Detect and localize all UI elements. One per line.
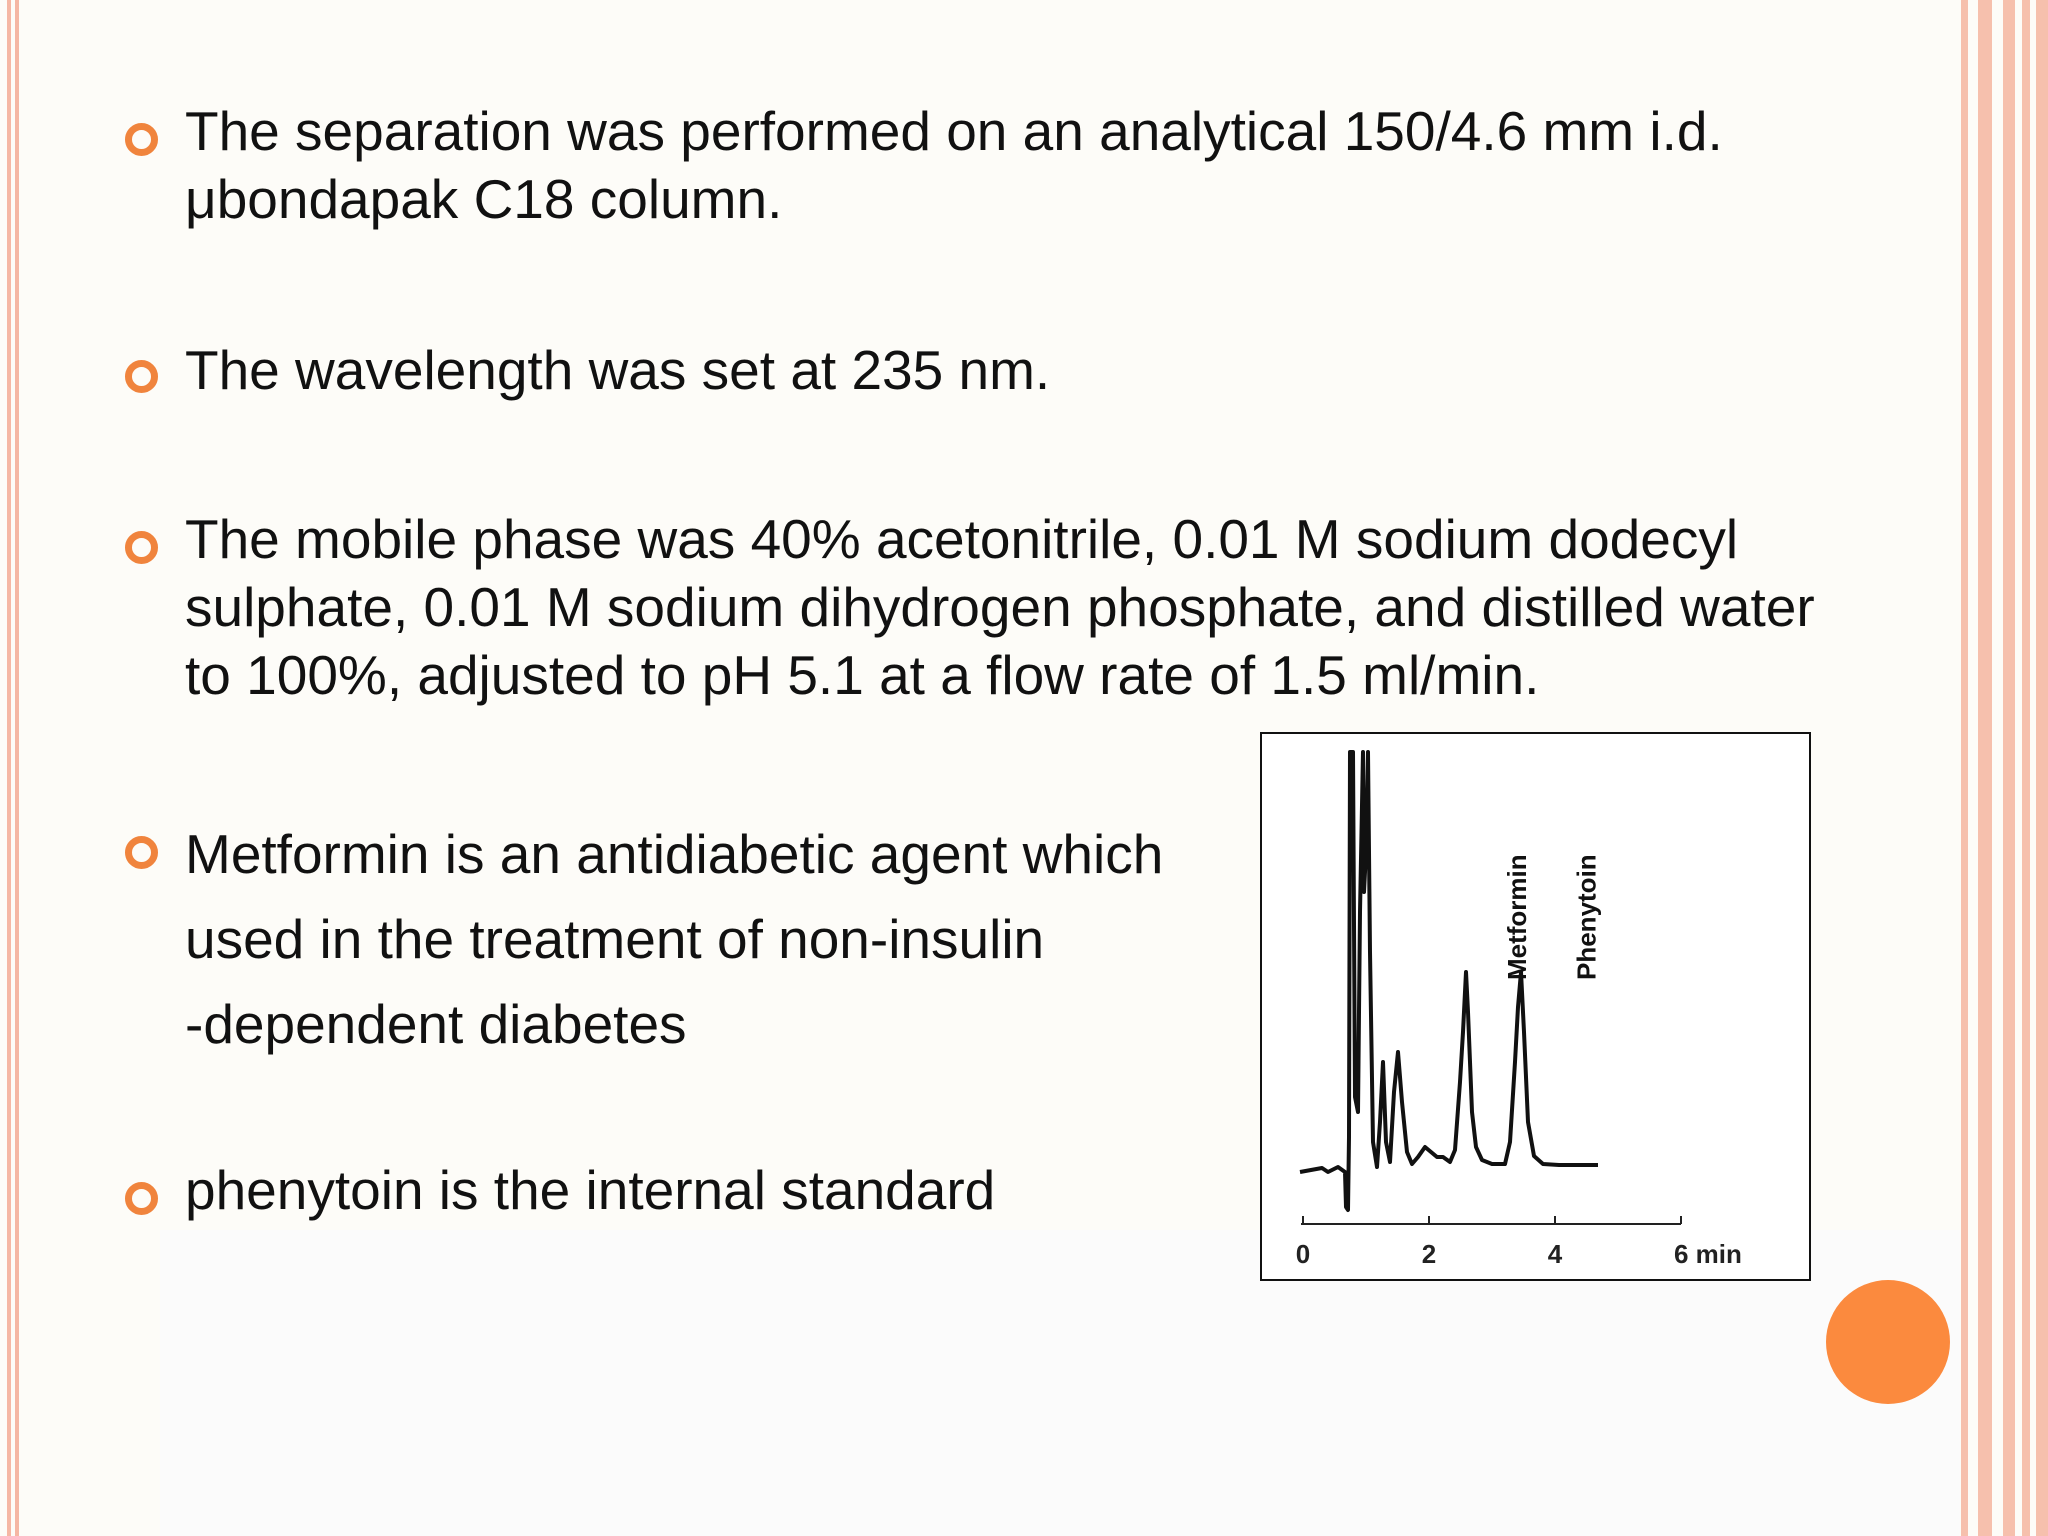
left-edge-line <box>15 0 19 1536</box>
bullet-marker-icon <box>125 836 158 869</box>
peak-label: Phenytoin <box>1571 854 1602 980</box>
bullet-marker-icon <box>125 1182 158 1215</box>
right-edge-stripe <box>2003 0 2015 1536</box>
decorative-orange-circle <box>1826 1280 1950 1404</box>
peak-label: Metformin <box>1502 854 1533 980</box>
bullet-marker-icon <box>125 531 158 564</box>
x-tick-label: 0 <box>1295 1239 1311 1269</box>
bullet-text-5: phenytoin is the internal standard <box>185 1159 996 1221</box>
right-edge-stripe <box>1978 0 1992 1536</box>
bullet-marker-icon <box>125 123 158 156</box>
chromatogram-chart <box>1260 732 1811 1281</box>
x-tick-label: 6 min <box>1674 1239 1742 1269</box>
bullet-text-2: The wavelength was set at 235 nm. <box>185 339 1051 401</box>
chart-border <box>1261 733 1810 1280</box>
right-edge-stripe <box>2036 0 2048 1536</box>
x-tick-label: 2 <box>1421 1239 1437 1269</box>
right-edge-stripe <box>2022 0 2030 1536</box>
bullet-text-4: Metformin is an antidiabetic agent which used in the treatment of non-insulin -dependent diabetes <box>185 823 1164 1055</box>
bullet-text-1: The separation was performed on an analytical 150/4.6 mm i.d. μbondapak C18 column. <box>185 100 1723 230</box>
bullet-marker-icon <box>125 360 158 393</box>
bullet-text-3: The mobile phase was 40% acetonitrile, 0.01 M sodium dodecyl sulphate, 0.01 M sodium dihydrogen phosphate, and distilled water to 100%, adjusted to pH 5.1 at a flow rate of 1.5 ml/min. <box>185 508 1815 706</box>
left-edge-line <box>7 0 11 1536</box>
x-tick-label: 4 <box>1547 1239 1563 1269</box>
right-edge-stripe <box>1961 0 1968 1536</box>
